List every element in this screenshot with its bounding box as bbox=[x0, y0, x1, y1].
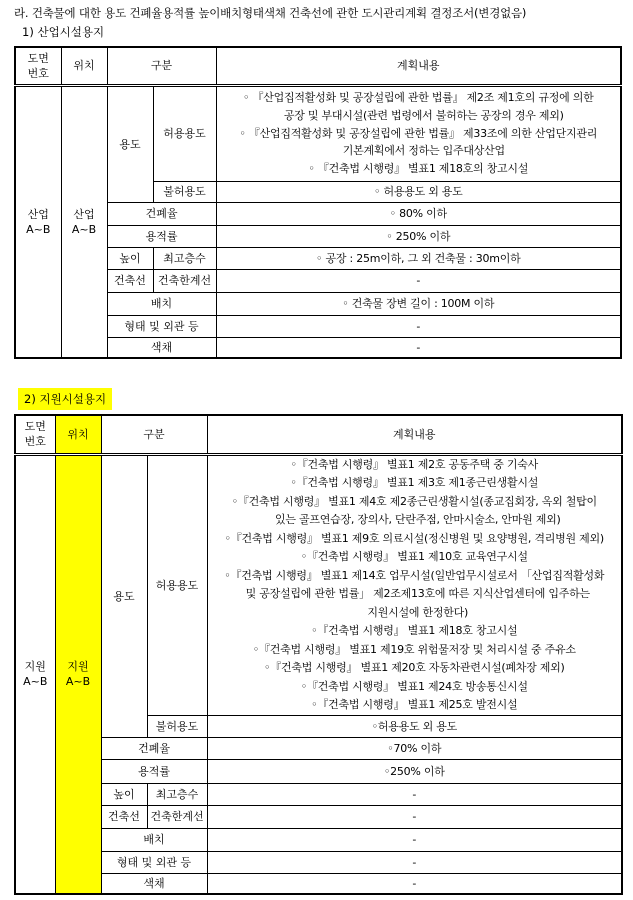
header-row bbox=[15, 47, 621, 85]
color-label: 색채 bbox=[101, 873, 207, 894]
allowed-use-content bbox=[216, 85, 621, 181]
location-cell: 산업 A~B bbox=[61, 85, 107, 358]
use-label: 용도 bbox=[107, 85, 153, 202]
row-building-line bbox=[15, 805, 622, 828]
section-heading-industrial: 1) 산업시설용지 bbox=[22, 25, 105, 39]
allowed-use-label: 허용용도 bbox=[147, 454, 207, 715]
disallowed-use-value: ◦허용용도 외 용도 bbox=[207, 715, 622, 737]
setback-line-label: 건축한계선 bbox=[147, 805, 207, 828]
layout-label: 배치 bbox=[101, 828, 207, 851]
disallowed-use-label: 불허용도 bbox=[147, 715, 207, 737]
allowed-use-item: ◦『건축법 시행령』 별표1 제25호 발전시설 bbox=[311, 698, 518, 711]
color-value: - bbox=[207, 873, 622, 894]
header-plan-content: 계획내용 bbox=[207, 415, 622, 454]
allowed-use-item: ◦ 『건축법 시행령』 별표1 제18호의 창고시설 bbox=[308, 162, 529, 176]
building-line-value: - bbox=[216, 269, 621, 292]
layout-label: 배치 bbox=[107, 292, 216, 315]
max-floors-label: 최고층수 bbox=[147, 783, 207, 805]
row-height bbox=[15, 783, 622, 805]
row-form bbox=[15, 851, 622, 873]
floor-area-ratio-label: 용적률 bbox=[101, 759, 207, 783]
header-category: 구분 bbox=[101, 415, 207, 454]
form-label: 형태 및 외관 등 bbox=[101, 851, 207, 873]
coverage-label: 건폐율 bbox=[101, 737, 207, 759]
form-value: - bbox=[216, 315, 621, 337]
allowed-use-item: ◦『건축법 시행령』 별표1 제19호 위험물저장 및 처리시설 중 주유소 bbox=[252, 642, 576, 656]
disallowed-use-value: ◦ 허용용도 외 용도 bbox=[216, 181, 621, 202]
header-plan-content: 계획내용 bbox=[216, 47, 621, 85]
row-color bbox=[15, 873, 622, 894]
coverage-value: ◦70% 이하 bbox=[207, 737, 622, 759]
support-site-table bbox=[14, 414, 623, 895]
document-title: 라. 건축물에 대한 용도 건폐율용적률 높이배치형태색채 건축선에 관한 도시관리계획 결정조서(변경없음) bbox=[14, 6, 527, 20]
coverage-label: 건폐율 bbox=[107, 202, 216, 225]
building-line-label: 건축선 bbox=[107, 269, 153, 292]
allowed-use-item: ◦ 『산업집적활성화 및 공장설립에 관한 법률』 제2조 제1호의 규정에 의한 공장 및 부대시설(관련 법령에서 불허하는 공장의 경우 제외) bbox=[242, 91, 594, 122]
disallowed-use-label: 불허용도 bbox=[153, 181, 216, 202]
building-line-label: 건축선 bbox=[101, 805, 147, 828]
map-no-cell: 산업 A~B bbox=[15, 85, 61, 358]
industrial-site-table bbox=[14, 46, 622, 359]
allowed-use-item: ◦ 『산업집적활성화 및 공장설립에 관한 법률』 제33조에 의한 산업단지관리 기본계획에서 정하는 입주대상산업 bbox=[239, 126, 598, 158]
row-layout bbox=[15, 828, 622, 851]
allowed-use-item: ◦『건축법 시행령』 별표1 제3호 제1종근린생활시설 bbox=[290, 476, 539, 489]
location-cell: 지원 A~B bbox=[55, 454, 101, 894]
height-value: - bbox=[207, 783, 622, 805]
layout-value: - bbox=[207, 828, 622, 851]
map-no-cell: 지원 A~B bbox=[15, 454, 55, 894]
allowed-use-label: 허용용도 bbox=[153, 85, 216, 181]
form-label: 형태 및 외관 등 bbox=[107, 315, 216, 337]
header-map-no: 도면 번호 bbox=[15, 47, 61, 85]
use-label: 용도 bbox=[101, 454, 147, 737]
allowed-use-item: ◦『건축법 시행령』 별표1 제4호 제2종근린생활시설(종교집회장, 옥외 철탑이 있는 골프연습장, 장의사, 단란주점, 안마시술소, 안마원 제외) bbox=[231, 494, 597, 526]
allowed-use-item: ◦『건축법 시행령』 별표1 제24호 방송통신시설 bbox=[300, 679, 528, 693]
section-heading-support: 2) 지원시설용지 bbox=[18, 388, 112, 410]
coverage-value: ◦ 80% 이하 bbox=[216, 202, 621, 225]
row-allowed-use bbox=[15, 454, 622, 715]
height-value: ◦ 공장 : 25m이하, 그 외 건축물 : 30m이하 bbox=[216, 247, 621, 269]
allowed-use-item: ◦『건축법 시행령』 별표1 제2호 공동주택 중 기숙사 bbox=[290, 457, 538, 471]
row-allowed-use bbox=[15, 85, 621, 181]
floor-area-ratio-label: 용적률 bbox=[107, 225, 216, 247]
header-category: 구분 bbox=[107, 47, 216, 85]
allowed-use-item: ◦『건축법 시행령』 별표1 제20호 자동차관련시설(폐차장 제외) bbox=[263, 661, 565, 674]
max-floors-label: 최고층수 bbox=[153, 247, 216, 269]
row-coverage bbox=[15, 737, 622, 759]
height-label: 높이 bbox=[101, 783, 147, 805]
floor-area-ratio-value: ◦250% 이하 bbox=[207, 759, 622, 783]
allowed-use-item: ◦『건축법 시행령』 별표1 제9호 의료시설(정신병원 및 요양병원, 격리병원 제외) bbox=[224, 531, 604, 545]
layout-value: ◦ 건축물 장변 길이 : 100M 이하 bbox=[216, 292, 621, 315]
header-location: 위치 bbox=[61, 47, 107, 85]
header-row bbox=[15, 415, 622, 454]
building-line-value: - bbox=[207, 805, 622, 828]
floor-area-ratio-value: ◦ 250% 이하 bbox=[216, 225, 621, 247]
height-label: 높이 bbox=[107, 247, 153, 269]
allowed-use-item: ◦『건축법 시행령』 별표1 제14호 업무시설(일반업무시설로서 「산업집적활성화 및 공장설립에 관한 법률」 제2조제13호에 따른 지식산업센터에 입주하는 지원시설에 한정한다) bbox=[224, 568, 605, 619]
header-location: 위치 bbox=[55, 415, 101, 454]
header-map-no: 도면 번호 bbox=[15, 415, 55, 454]
allowed-use-content bbox=[207, 454, 622, 715]
color-label: 색채 bbox=[107, 337, 216, 358]
color-value: - bbox=[216, 337, 621, 358]
setback-line-label: 건축한계선 bbox=[153, 269, 216, 292]
row-floor-area-ratio bbox=[15, 759, 622, 783]
allowed-use-item: ◦『건축법 시행령』 별표1 제10호 교육연구시설 bbox=[300, 550, 528, 563]
form-value: - bbox=[207, 851, 622, 873]
allowed-use-item: ◦『건축법 시행령』 별표1 제18호 창고시설 bbox=[311, 624, 518, 637]
